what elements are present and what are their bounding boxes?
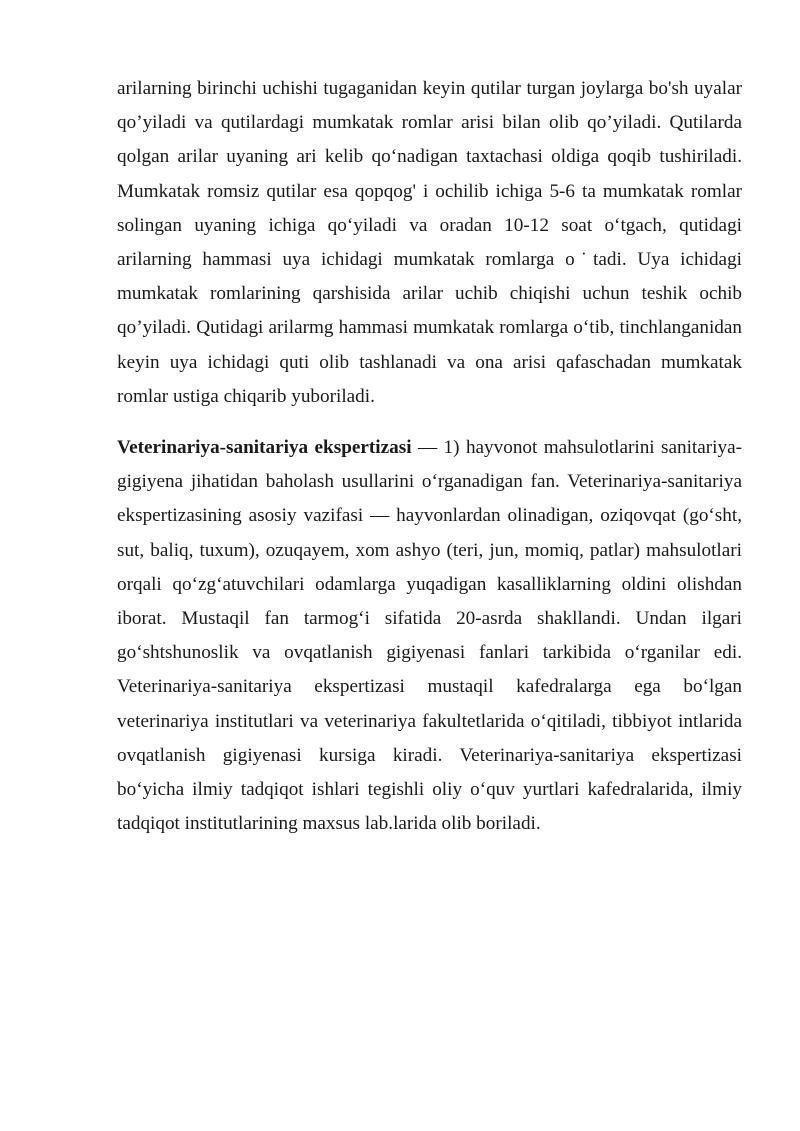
term-definition: — 1) hayvonot mahsulotlarini sanitariya-gigiyena jihatidan baholash usullarini o‘rganadigan fan. Veterinariya-sanitariya ekspertizasining asosiy vazifasi — hayvonlardan olinadigan, oziqovqat (go‘sht, sut, baliq, tuxum), ozuqayem, xom ashyo (teri, jun, momiq, patlar) mahsulotlari orqali qo‘zg‘atuvchilari odamlarga yuqadigan kasalliklarning oldini olishdan iborat. Mustaqil fan tarmog‘i sifatida 20-asrda shakllandi. Undan ilgari go‘shtshunoslik va ovqatlanish gigiyenasi fanlari tarkibida o‘rganilar edi. Veterinariya-sanitariya ekspertizasi mustaqil kafedralarga ega bo‘lgan veterinariya institutlari va veterinariya fakultetlarida o‘qitiladi, tibbiyot intlarida ovqatlanish gigiyenasi kursiga kiradi. Veterinariya-sanitariya ekspertizasi bo‘yicha ilmiy tadqiqot ishlari tegishli oliy o‘quv yurtlari kafedralarida, ilmiy tadqiqot institutlarining maxsus lab.larida olib boriladi. — [117, 437, 743, 835]
term-heading: Veterinariya-sanitariya ekspertizasi — [117, 437, 412, 459]
paragraph-beekeeping: arilarning birinchi uchishi tugaganidan keyin qutilar turgan joylarga bo'sh uyalar qo’yiladi va qutilardagi mumkatak romlar arisi bilan olib qo’yiladi. Qutilarda qolgan arilar uyaning ari kelib qo‘nadigan taxtachasi oldiga qoqib tushiriladi. Mumkatak romsiz qutilar esa qopqog' i ochilib ichiga 5-6 ta mumkatak romlar solingan uyaning ichiga qo‘yiladi va oradan 10-12 soat o‘tgach, qutidagi arilarning hammasi uya ichidagi mumkatak romlarga o˙tadi. Uya ichidagi mumkatak romlarining qarshisida arilar uchib chiqishi uchun teshik ochib qo’yiladi. Qutidagi arilarmg hammasi mumkatak romlarga o‘tib, tinchlanganidan keyin uya ichidagi quti olib tashlanadi va ona arisi qafaschadan mumkatak romlar ustiga chiqarib yuboriladi. — [117, 78, 742, 407]
document-page — [117, 72, 742, 841]
paragraph-vet-sanitary — [117, 431, 742, 841]
